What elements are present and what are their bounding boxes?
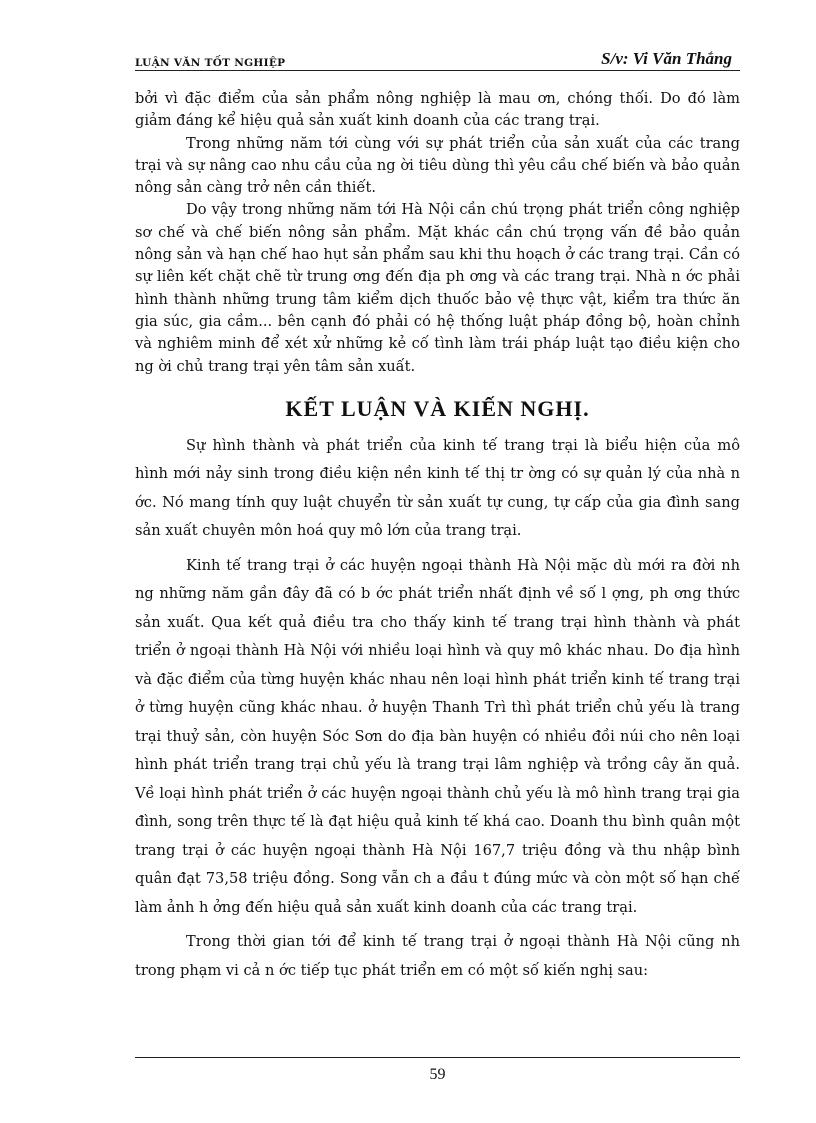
paragraph: Kinh tế trang trại ở các huyện ngoại thành Hà Nội mặc dù mới ra đời nh ng những năm gần đây đã có b ớc phát triển nhất định về số l ợng, ph ơng thức sản xuất. Qua kết quả điều tra cho thấy kinh tế trang trại hình thành và phát triển ở ngoại thành Hà Nội với nhiều loại hình và quy mô khác nhau. Do địa hình và đặc điểm của từng huyện khác nhau nên loại hình phát triển kinh tế trang trại ở từng huyện cũng khác nhau. ở huyện Thanh Trì thì phát triển chủ yếu là trang trại thuỷ sản, còn huyện Sóc Sơn do địa bàn huyện có nhiều đồi núi cho nên loại hình phát triển trang trại chủ yếu là trang trại lâm nghiệp và trồng cây ăn quả. Về loại hình phát triển ở các huyện ngoại thành chủ yếu là mô hình trang trại gia đình, song trên thực tế là đạt hiệu quả kinh tế khá cao. Doanh thu bình quân một trang trại ở các huyện ngoại thành Hà Nội 167,7 triệu đồng và thu nhập bình quân đạt 73,58 triệu đồng. Song vẫn ch a đầu t đúng mức và còn một số hạn chế làm ảnh h ởng đến hiệu quả sản xuất kinh doanh của các trang trại.: [135, 556, 740, 916]
paragraph: Sự hình thành và phát triển của kinh tế trang trại là biểu hiện của mô hình mới nảy sinh trong điều kiện nền kinh tế thị tr ờng có sự quản lý của nhà n ớc. Nó mang tính quy luật chuyển từ sản xuất tự cung, tự cấp của gia đình sang sản xuất chuyên môn hoá quy mô lớn của trang trại.: [135, 436, 740, 540]
section-heading: KẾT LUẬN VÀ KIẾN NGHỊ.: [285, 395, 590, 421]
section-continuation: [135, 88, 740, 378]
footer-divider: [135, 1057, 740, 1058]
header-author: S/v: Vi Văn Thắng: [601, 49, 732, 68]
page-header: [135, 50, 740, 71]
paragraph: Trong thời gian tới để kinh tế trang trại ở ngoại thành Hà Nội cũng nh trong phạm vi cả n ớc tiếp tục phát triển em có một số kiến nghị sau:: [135, 933, 740, 979]
paragraph: Do vậy trong những năm tới Hà Nội cần chú trọng phát triển công nghiệp sơ chế và chế biến nông sản phẩm. Mặt khác cần chú trọng vấn đề bảo quản nông sản và hạn chế hao hụt sản phẩm sau khi thu hoạch ở các trang trại. Cần có sự liên kết chặt chẽ từ trung ơng đến địa ph ơng và các trang trại. Nhà n ớc phải hình thành những trung tâm kiểm dịch thuốc bảo vệ thực vật, kiểm tra thức ăn gia súc, gia cầm... bên cạnh đó phải có hệ thống luật pháp đồng bộ, hoàn chỉnh và nghiêm minh để xét xử những kẻ cố tình làm trái pháp luật tạo điều kiện cho ng ời chủ trang trại yên tâm sản xuất.: [135, 201, 740, 375]
section-conclusion: [135, 432, 740, 986]
paragraph: bởi vì đặc điểm của sản phẩm nông nghiệp là mau ơn, chóng thối. Do đó làm giảm đáng kể hiệu quả sản xuất kinh doanh của các trang trại.: [135, 90, 740, 130]
page-number: 59: [429, 1066, 446, 1083]
header-title: LUẬN VĂN TỐT NGHIỆP: [135, 57, 286, 69]
paragraph: Trong những năm tới cùng với sự phát triển của sản xuất của các trang trại và sự nâng cao nhu cầu của ng ời tiêu dùng thì yêu cầu chế biến và bảo quản nông sản càng trở nên cần thiết.: [135, 134, 740, 197]
page-body: [135, 88, 740, 985]
